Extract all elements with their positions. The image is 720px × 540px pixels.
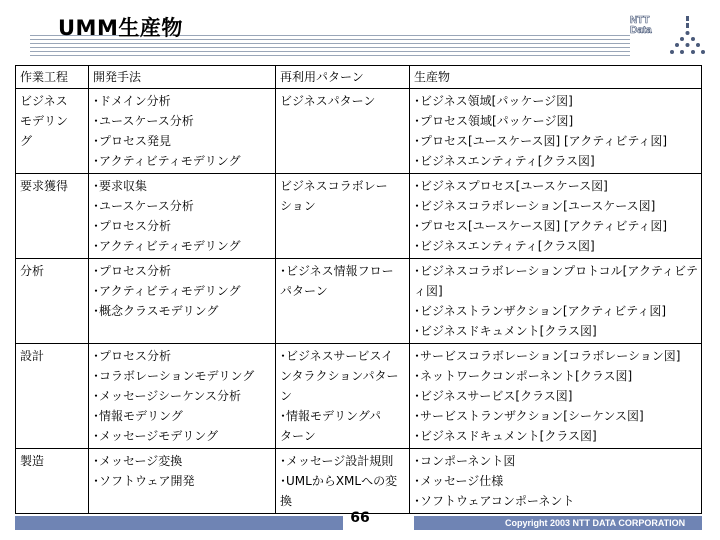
product-line: ･プロセス領域[パッケージ図] bbox=[414, 114, 574, 128]
product-line: ･ビジネスコラボレーションプロトコル[アクティビテ bbox=[414, 264, 699, 278]
logo-text-line2: Data bbox=[630, 25, 652, 36]
product-line: ･サービストランザクション[シーケンス図] bbox=[414, 409, 644, 423]
table-row bbox=[16, 449, 702, 514]
method-line: ･概念クラスモデリング bbox=[93, 304, 219, 318]
phase-line: グ bbox=[20, 134, 33, 148]
method-line: ･メッセージ変換 bbox=[93, 454, 183, 468]
method-line: ･コラボレーションモデリング bbox=[93, 369, 255, 383]
pattern-line: ン bbox=[280, 389, 293, 403]
product-cell bbox=[410, 259, 702, 344]
pattern-line: ･ビジネスサービスイ bbox=[280, 349, 394, 363]
copyright-text: Copyright 2003 NTT DATA CORPORATION bbox=[505, 518, 686, 528]
product-line: ィ図] bbox=[414, 284, 443, 298]
phase-line: 要求獲得 bbox=[20, 179, 69, 193]
umm-products-table bbox=[15, 65, 702, 514]
pattern-line: ターン bbox=[280, 429, 316, 443]
slide-title: UMM生産物 bbox=[58, 16, 183, 40]
phase-line: ビジネス bbox=[20, 94, 68, 108]
product-line: ･ビジネスサービス[クラス図] bbox=[414, 389, 573, 403]
pattern-cell bbox=[276, 89, 410, 174]
method-line: ･ユースケース分析 bbox=[93, 114, 194, 128]
product-line: ･メッセージ仕様 bbox=[414, 474, 504, 488]
method-cell bbox=[89, 259, 276, 344]
product-cell bbox=[410, 344, 702, 449]
table-row bbox=[16, 259, 702, 344]
header-phase: 作業工程 bbox=[16, 66, 89, 89]
method-line: ･プロセス分析 bbox=[93, 219, 172, 233]
product-line: ･ソフトウェアコンポーネント bbox=[414, 494, 575, 508]
method-line: ･プロセス発見 bbox=[93, 134, 172, 148]
phase-cell bbox=[16, 449, 89, 514]
product-line: ･ビジネスドキュメント[クラス図] bbox=[414, 324, 597, 338]
pattern-line: ･UMLからXMLへの変 bbox=[280, 474, 398, 488]
phase-line: 製造 bbox=[20, 454, 45, 468]
pattern-cell bbox=[276, 174, 410, 259]
product-line: ･コンポーネント図 bbox=[414, 454, 516, 468]
table-body bbox=[16, 89, 702, 514]
pattern-line: ション bbox=[280, 199, 316, 213]
table-header-row bbox=[16, 66, 702, 89]
pattern-line: ･ビジネス情報フロー bbox=[280, 264, 394, 278]
method-cell bbox=[89, 89, 276, 174]
product-cell bbox=[410, 89, 702, 174]
product-line: ･プロセス[ユースケース図] [アクティビティ図] bbox=[414, 219, 668, 233]
logo-text-line1: NTT bbox=[630, 15, 650, 26]
pattern-line: パターン bbox=[280, 284, 328, 298]
product-line: ･ネットワークコンポーネント[クラス図] bbox=[414, 369, 633, 383]
pattern-line: ･情報モデリングパ bbox=[280, 409, 382, 423]
method-line: ･ソフトウェア開発 bbox=[93, 474, 195, 488]
product-line: ･ビジネスドキュメント[クラス図] bbox=[414, 429, 597, 443]
header-method: 開発手法 bbox=[89, 66, 276, 89]
product-line: ･ビジネスエンティティ[クラス図] bbox=[414, 239, 595, 253]
product-line: ･ビジネスエンティティ[クラス図] bbox=[414, 154, 595, 168]
method-line: ･ユースケース分析 bbox=[93, 199, 194, 213]
method-line: ･プロセス分析 bbox=[93, 349, 172, 363]
method-line: ･メッセージモデリング bbox=[93, 429, 219, 443]
logo-triangle-dots-icon bbox=[668, 14, 708, 58]
product-line: ･ビジネストランザクション[アクティビティ図] bbox=[414, 304, 667, 318]
product-line: ･プロセス[ユースケース図] [アクティビティ図] bbox=[414, 134, 668, 148]
method-cell bbox=[89, 449, 276, 514]
product-cell bbox=[410, 174, 702, 259]
pattern-line: ビジネスパターン bbox=[280, 94, 376, 108]
logo-text bbox=[630, 16, 652, 36]
pattern-cell bbox=[276, 259, 410, 344]
phase-cell bbox=[16, 259, 89, 344]
method-cell bbox=[89, 174, 276, 259]
phase-line: 分析 bbox=[20, 264, 45, 278]
product-line: ･ビジネスコラボレーション[ユースケース図] bbox=[414, 199, 656, 213]
phase-cell bbox=[16, 174, 89, 259]
pattern-cell bbox=[276, 449, 410, 514]
method-line: ･アクティビティモデリング bbox=[93, 154, 241, 168]
phase-cell bbox=[16, 344, 89, 449]
method-line: ･プロセス分析 bbox=[93, 264, 172, 278]
method-cell bbox=[89, 344, 276, 449]
header-product: 生産物 bbox=[410, 66, 702, 89]
method-line: ･ドメイン分析 bbox=[93, 94, 171, 108]
title-area bbox=[0, 0, 720, 62]
page-number: 66 bbox=[350, 510, 370, 526]
table-row bbox=[16, 344, 702, 449]
phase-line: 設計 bbox=[20, 349, 45, 363]
product-cell bbox=[410, 449, 702, 514]
footer-bar-left bbox=[15, 516, 343, 530]
pattern-line: ･メッセージ設計規則 bbox=[280, 454, 394, 468]
ntt-data-logo bbox=[630, 14, 710, 58]
method-line: ･アクティビティモデリング bbox=[93, 284, 241, 298]
header-pattern: 再利用パターン bbox=[276, 66, 410, 89]
pattern-cell bbox=[276, 344, 410, 449]
method-line: ･メッセージシーケンス分析 bbox=[93, 389, 242, 403]
pattern-line: ンタラクションパター bbox=[280, 369, 399, 383]
phase-cell bbox=[16, 89, 89, 174]
method-line: ･情報モデリング bbox=[93, 409, 183, 423]
product-line: ･ビジネスプロセス[ユースケース図] bbox=[414, 179, 608, 193]
method-line: ･要求収集 bbox=[93, 179, 148, 193]
pattern-line: 換 bbox=[280, 494, 293, 508]
phase-line: モデリン bbox=[20, 114, 69, 128]
product-line: ･サービスコラボレーション[コラボレーション図] bbox=[414, 349, 681, 363]
table-row bbox=[16, 89, 702, 174]
pattern-line: ビジネスコラボレー bbox=[280, 179, 388, 193]
table-row bbox=[16, 174, 702, 259]
product-line: ･ビジネス領域[パッケージ図] bbox=[414, 94, 573, 108]
method-line: ･アクティビティモデリング bbox=[93, 239, 241, 253]
